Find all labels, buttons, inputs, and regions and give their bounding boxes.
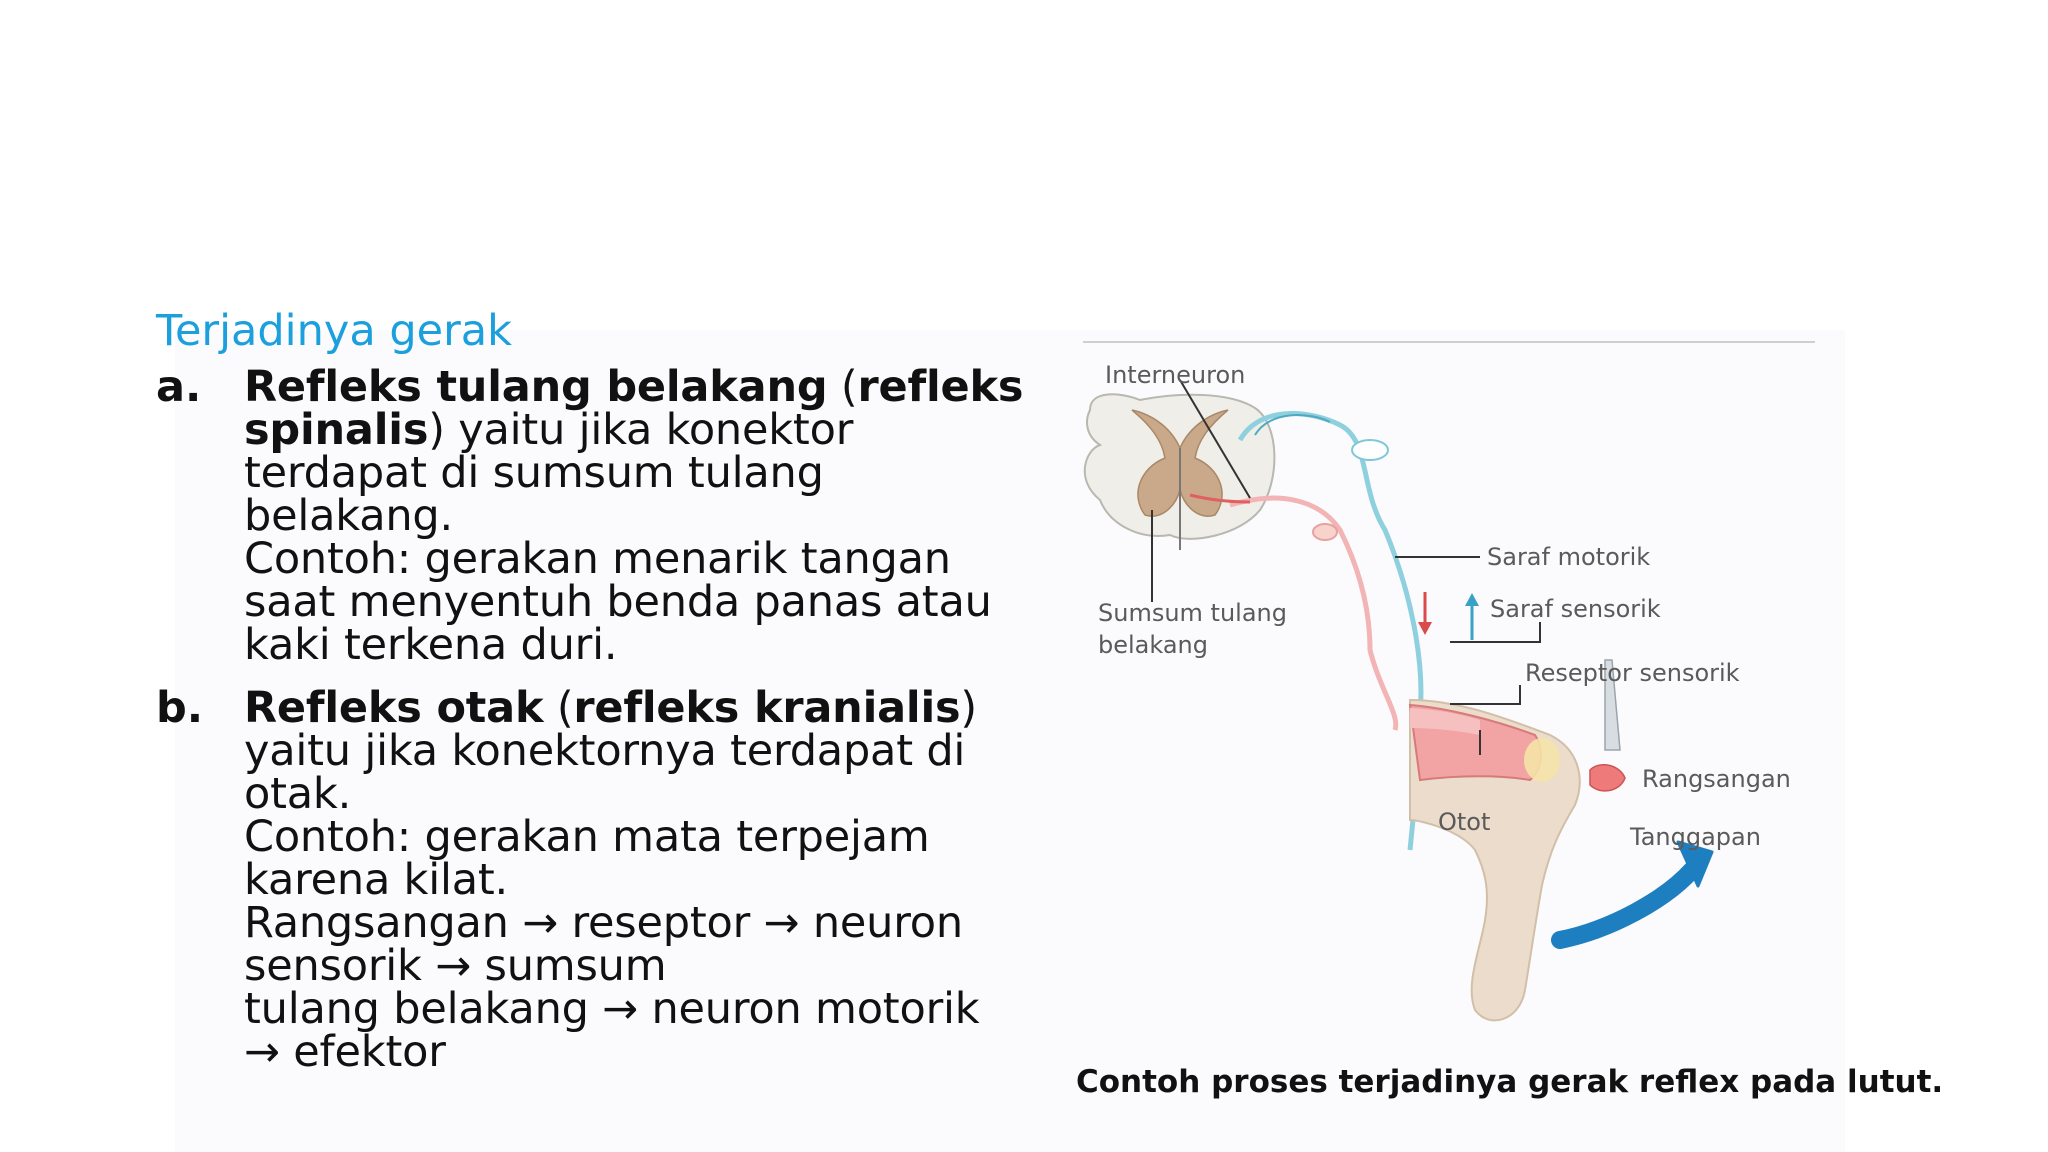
label-sensory-receptor: Reseptor sensorik — [1525, 659, 1740, 687]
knee-reflex-diagram — [1080, 330, 1820, 1030]
item-definition: yaitu jika konektornya terdapat di otak. — [244, 726, 966, 819]
list-marker: a. — [156, 362, 202, 412]
label-spinal-cord-2: belakang — [1098, 631, 1209, 659]
list-item — [156, 362, 1026, 670]
diagram-svg — [1080, 330, 1820, 1030]
list-marker: b. — [156, 683, 204, 733]
label-sensory-nerve: Saraf sensorik — [1490, 595, 1661, 623]
reflex-list — [156, 362, 1026, 1077]
list-item — [156, 683, 1026, 1077]
label-motor-nerve: Saraf motorik — [1487, 543, 1651, 571]
slide-heading: Terjadinya gerak — [156, 306, 513, 356]
item-term: Refleks tulang belakang — [244, 362, 828, 412]
item-body: Refleks tulang belakang (refleks spinalis) yaitu jika konektor terdapat di sumsum tulang belakang. Contoh: gerakan menarik tangan saat menyentuh benda panas atau kaki terkena duri. — [244, 362, 1024, 670]
reflex-path-line: Rangsangan → reseptor → neuron sensorik → sumsum — [244, 898, 963, 991]
item-alt-term: refleks kranialis — [573, 683, 961, 733]
label-stimulus: Rangsangan — [1642, 765, 1791, 793]
label-spinal-cord: Sumsum tulang — [1098, 599, 1287, 627]
item-example: Contoh: gerakan mata terpejam karena kilat. — [244, 812, 930, 905]
response-arrow — [1560, 870, 1692, 940]
item-body: Refleks otak (refleks kranialis) yaitu jika konektornya terdapat di otak. Contoh: gerakan mata terpejam karena kilat. Rangsangan → reseptor → neuron sensorik → sumsum tulang belakang → neuron motorik → efektor — [244, 683, 980, 1077]
item-alt-term: refleks spinalis — [244, 362, 1024, 455]
figure-caption: Contoh proses terjadinya gerak reflex pada lutut. — [1076, 1064, 1944, 1100]
label-response: Tanggapan — [1630, 823, 1761, 851]
label-interneuron: Interneuron — [1105, 361, 1246, 389]
label-muscle: Otot — [1438, 808, 1491, 836]
ganglion-icon — [1352, 440, 1388, 460]
item-example: Contoh: gerakan menarik tangan saat menyentuh benda panas atau kaki terkena duri. — [244, 534, 992, 670]
spinal-cord-illustration — [1085, 394, 1275, 550]
reflex-path-line: tulang belakang → neuron motorik → efektor — [244, 984, 980, 1077]
item-definition: yaitu jika konektor terdapat di sumsum tulang belakang. — [244, 405, 854, 541]
item-term: Refleks otak — [244, 683, 544, 733]
